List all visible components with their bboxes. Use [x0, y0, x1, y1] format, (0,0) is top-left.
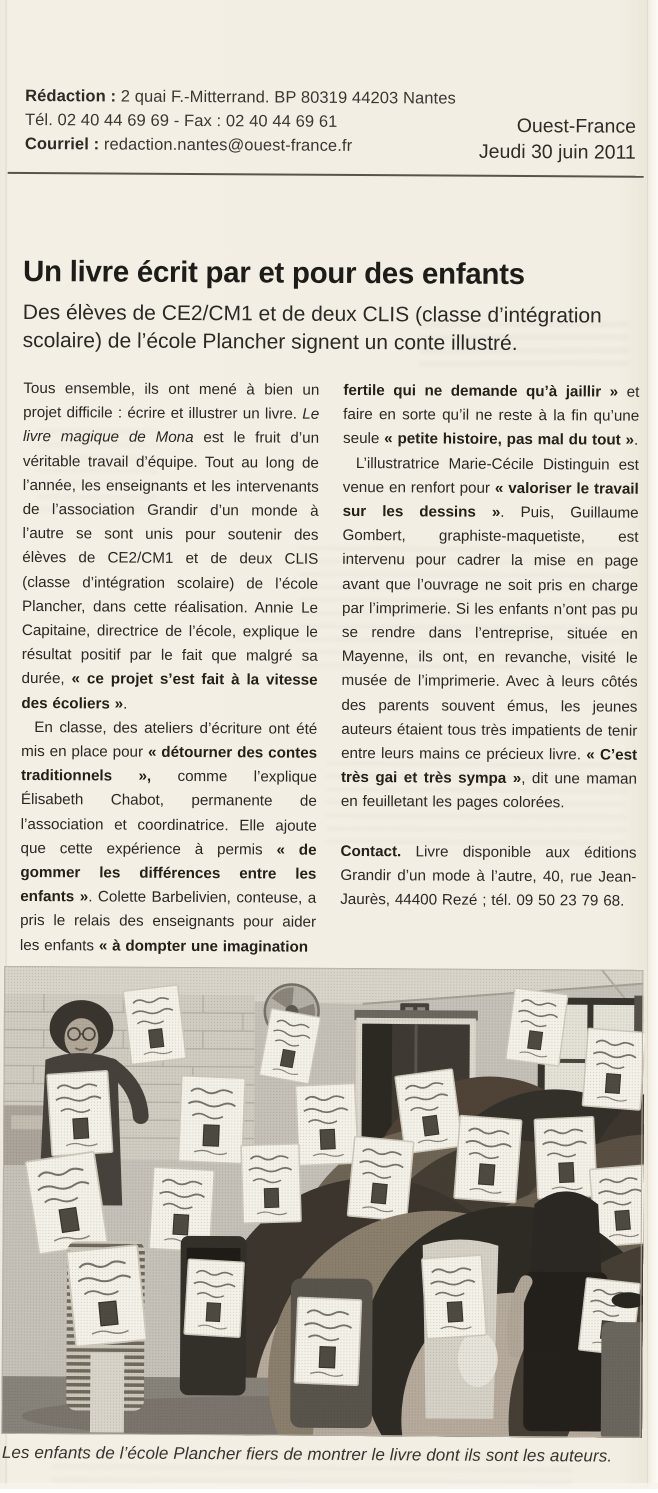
text-segment: . Puis, Guillaume Gombert, graphiste-maquetiste, est intervenu pour cadrer la mise en page avant que l’ouvrage ne soit pris en charge par l’imprimerie. Si les enfants n’ont pas pu se rendre dans l’entreprise, située en Mayenne, ils ont, en revanche, visité le musée de l’imprimerie. Avec à leurs côtés des parents souvent émus, les jeunes auteurs étaient tous très impatients de tenir entre leurs mains ce précieux livre.: [341, 503, 639, 764]
photo-caption: Les enfants de l’école Plancher fiers de montrer le livre dont ils sont les auteurs.: [1, 1442, 613, 1466]
article-paragraph: [343, 379, 639, 453]
edition-dateline: [479, 113, 636, 166]
text-segment: « valoriser le travail sur les dessins »: [342, 479, 639, 521]
text-segment: Livre disponible aux éditions Grandir d’un mode à l’autre, 40, rue Jean-Jaurès, 44400 Rezé ; tél. 09 50 23 79 68.: [340, 842, 637, 910]
masthead-phone-line: Tél. 02 40 44 69 69 - Fax : 02 40 44 69 61: [24, 110, 338, 131]
halftone-overlay: [1, 966, 643, 1438]
issue-date: Jeudi 30 juin 2011: [478, 140, 636, 164]
text-segment: « détourner des contes traditionnels »,: [20, 743, 318, 786]
article-paragraph: [341, 452, 639, 817]
text-segment: « petite histoire, pas mal du tout »: [384, 430, 635, 450]
article-photo: [0, 966, 645, 1438]
masthead-address-line: [25, 84, 456, 111]
masthead-contact-block: [25, 84, 456, 159]
article-standfirst: Des élèves de CE2/CM1 et de deux CLIS (classe d’intégration scolaire) de l’école Plancher signent un conte illustré.: [22, 300, 602, 355]
newspaper-name: Ouest-France: [516, 114, 637, 138]
text-segment: , dit une maman en feuilletant les pages colorées.: [340, 770, 638, 812]
classroom-photo-illustration: [0, 966, 645, 1438]
column-right-flow: [341, 379, 640, 816]
article-paragraph: [21, 377, 319, 718]
text-segment: Contact.: [340, 842, 402, 860]
email-value: redaction.nantes@ouest-france.fr: [99, 135, 353, 155]
text-segment: comme l’explique Élisabeth Chabot, permanente de l’association et coordinatrice. Elle ajoute que cette expérience à permis: [20, 768, 318, 859]
text-segment: Le livre magique de Mona: [23, 405, 320, 447]
text-segment: En classe, des ateliers d’écriture ont été mis en place pour: [21, 718, 318, 761]
horizontal-rule: [8, 172, 644, 178]
text-segment: .: [633, 432, 639, 450]
article-paragraph: [20, 716, 317, 960]
text-segment: Tous ensemble, ils ont mené à bien un projet difficile : écrire et illustrer un livre.: [23, 379, 320, 423]
text-segment: fertile qui ne demande qu’à jaillir »: [343, 381, 619, 401]
article-body: [20, 377, 640, 962]
text-segment: « à dompter une imagination: [98, 937, 309, 956]
masthead-email-line: [25, 132, 456, 159]
text-segment: L’illustratrice Marie-Cécile Distinguin est venue en renfort pour: [342, 454, 639, 497]
article-column-right: [340, 379, 640, 962]
email-label: Courriel :: [24, 134, 100, 154]
article-column-left: [20, 377, 320, 960]
text-segment: .: [123, 695, 128, 713]
text-segment: est le fruit d’un véritable travail d’équipe. Tout au long de l’année, les enseignants et les intervenants de l’association Grandir d’un monde à l’autre se sont unis pour soutenir des élèves de CE2/CM1 et de deux CLIS (classe d’intégration scolaire) de l’école Plancher, dans cette réalisation. Annie Le Capitaine, directrice de l’école, explique le résultat positif par le fait que malgré sa durée,: [21, 429, 320, 688]
address-value: 2 quai F.-Mitterrand. BP 80319 44203 Nantes: [116, 87, 456, 108]
contact-paragraph: [340, 840, 636, 914]
address-label: Rédaction :: [25, 86, 117, 106]
text-segment: « C’est très gai et très sympa »: [340, 746, 638, 788]
text-segment: « de gommer les différences entre les enfants »: [20, 841, 317, 906]
text-segment: « ce projet s’est fait à la vitesse des écoliers »: [21, 670, 318, 713]
article-headline: Un livre écrit par et pour des enfants: [22, 254, 525, 292]
text-segment: . Colette Barbelivien, conteuse, a pris le relais des enseignants pour aider les enfants: [19, 888, 317, 955]
text-segment: et faire en sorte qu’il ne reste à la fin qu’une seule: [343, 383, 640, 448]
